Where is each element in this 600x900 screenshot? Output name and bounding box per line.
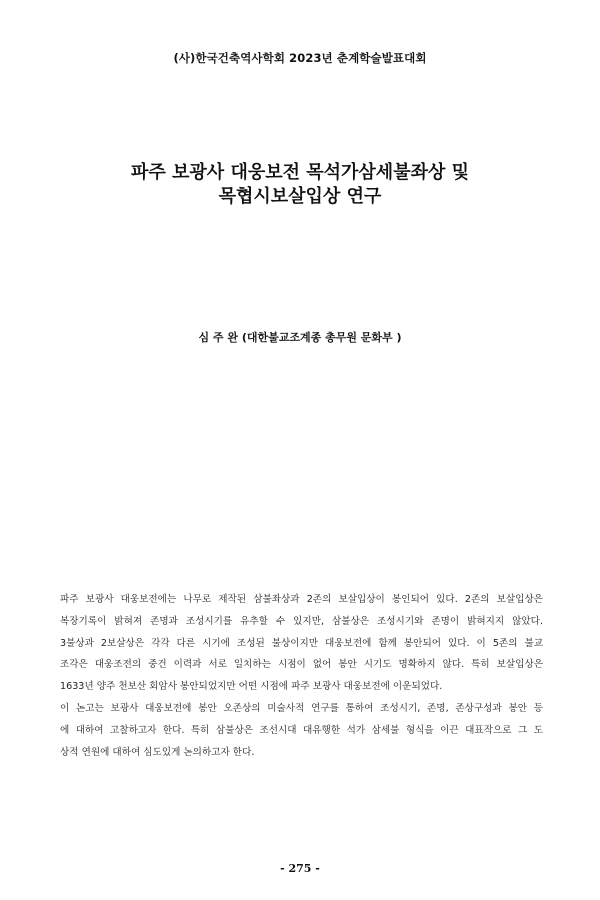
abstract-line: 이 논고는 보광사 대웅보전에 봉안 오존상의 미술사적 연구를 통하여 조성시기, 존명, 존상구성과 봉안 등 (60, 702, 543, 714)
paper-title (0, 161, 600, 209)
abstract-line: 1633년 양주 천보산 회암사 봉안되었지만 어떤 시점에 파주 보광사 대웅보전에 이운되었다. (60, 681, 443, 693)
abstract (60, 589, 543, 763)
abstract-line: 파주 보광사 대웅보전에는 나무로 제작된 삼불좌상과 2존의 보살입상이 봉인되어 있다. 2존의 보살입상은 (60, 594, 543, 605)
author-affiliation: 심 주 완 (대한불교조계종 총무원 문화부 ) (198, 331, 402, 344)
page-number: - 275 - (280, 862, 320, 875)
abstract-line: 3불상과 2보살상은 각각 다른 시기에 조성된 불상이지만 대웅보전에 함께 봉안되어 있다. 이 5존의 불교 (60, 637, 543, 649)
title-line-2: 목협시보살입상 연구 (218, 186, 382, 207)
abstract-line: 조각은 대웅조전의 중건 이력과 서로 일치하는 시점이 없어 봉안 시기도 명확하지 않다. 특히 보살입상은 (60, 659, 543, 671)
conference-header: (사)한국건축역사학회 2023년 춘계학술발표대회 (173, 51, 427, 65)
title-line-1: 파주 보광사 대웅보전 목석가삼세불좌상 및 (130, 162, 470, 183)
abstract-line: 에 대하여 고찰하고자 한다. 특히 삼불상은 조선시대 대유행한 석가 삼세불 형식을 이끈 대표작으로 그 도 (60, 724, 543, 736)
abstract-line: 상적 연원에 대하여 심도있게 논의하고자 한다. (60, 746, 255, 758)
abstract-line: 복장기록이 밝혀져 존명과 조성시기를 유추할 수 있지만, 삼불상은 조성시기와 존명이 밝혀지지 않았다. (60, 615, 543, 627)
